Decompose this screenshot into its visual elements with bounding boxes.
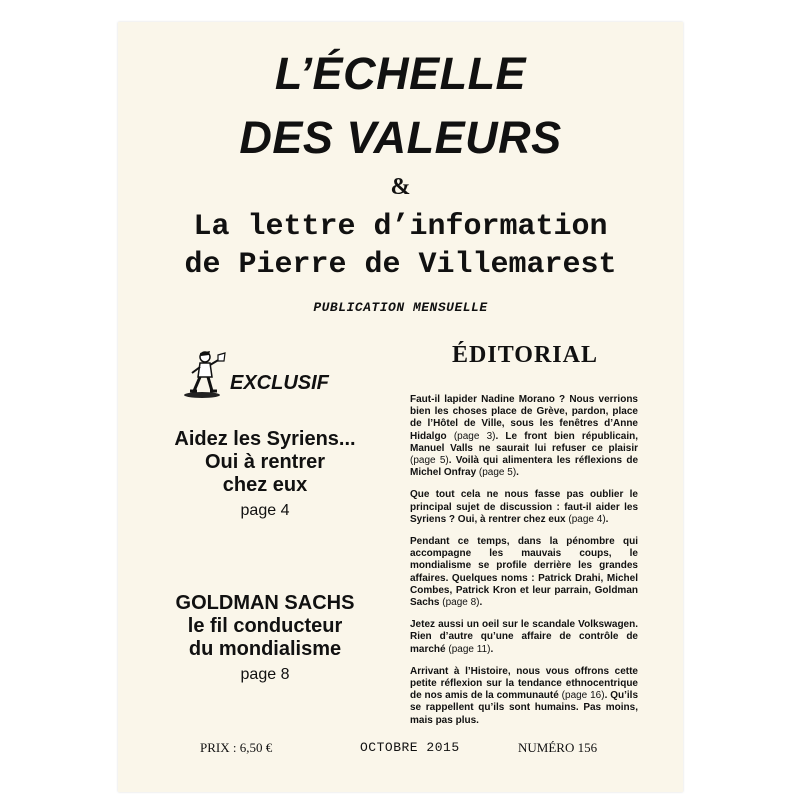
editorial-paragraph — [410, 394, 638, 479]
editorial-text: Arrivant à l’Histoire, nous vous offrons cette petite réflexion sur la tendance ethnocentrique de nos amis de la communauté — [410, 665, 638, 702]
headline-line: le fil conducteur — [187, 615, 343, 637]
editorial-text: . Qu’ils se rappellent qu’ils sont humains. Pas moins, mais pas plus. — [410, 690, 639, 726]
headline-line: du mondialisme — [188, 638, 342, 660]
headline-line: Oui à rentrer — [204, 451, 326, 473]
editorial-body — [410, 394, 638, 737]
editorial-text: Pendant ce temps, dans la pénombre qui accompagne les mauvais coups, le mondialisme se profile derrière les grandes affaires. Quelques noms : Patrick Drahi, Michel Combes, Patrick Kron et leur parrain, Goldman Sachs — [410, 536, 638, 609]
headline-line: Aidez les Syriens... — [174, 428, 356, 450]
subtitle-line1: La lettre d’information — [193, 210, 608, 244]
editorial-heading: ÉDITORIAL — [452, 342, 598, 368]
editorial-paragraph — [410, 536, 638, 609]
editorial-text: Faut-il lapider Nadine Morano ? Nous verrions bien les choses place de Grève, pardon, place de l’Hôtel de Ville, sous les fenêtres d’Anne Hidalgo — [410, 394, 638, 442]
headline-page-ref: page 4 — [240, 502, 290, 519]
headline-block-syriens — [140, 428, 390, 521]
masthead-title-line1: L’ÉCHELLE — [274, 48, 527, 99]
editorial-text: . — [516, 467, 519, 479]
editorial-text: . Voilà qui alimentera les réflexions de Michel Onfray — [410, 455, 639, 479]
editorial-paragraph — [410, 666, 638, 727]
page-reference: (page 3) — [453, 430, 496, 442]
page-reference: (page 8) — [442, 597, 480, 609]
exclusive-label: EXCLUSIF — [230, 372, 329, 394]
newsletter-cover — [118, 22, 683, 792]
masthead-title-line2: DES VALEURS — [239, 112, 562, 163]
page-reference: (page 11) — [448, 643, 491, 655]
page-reference: (page 4) — [568, 513, 606, 525]
subtitle-line2: de Pierre de Villemarest — [184, 248, 617, 282]
price: PRIX : 6,50 € — [200, 740, 273, 755]
issue-date: OCTOBRE 2015 — [360, 740, 460, 755]
page-reference: (page 5) — [410, 455, 449, 467]
masthead-ampersand: & — [390, 174, 411, 200]
town-crier-icon — [178, 347, 228, 399]
page-reference: (page 16) — [561, 690, 605, 702]
editorial-paragraph — [410, 619, 638, 656]
editorial-text: . — [490, 643, 494, 655]
headline-line: chez eux — [222, 474, 308, 496]
headline-line: GOLDMAN SACHS — [175, 592, 355, 614]
editorial-text: Jetez aussi un oeil sur le scandale Volkswagen. Rien d’autre qu’une affaire de contrôle de marché — [410, 619, 638, 655]
editorial-text: . — [479, 597, 483, 609]
publication-frequency: PUBLICATION MENSUELLE — [313, 300, 488, 315]
issue-number: NUMÉRO 156 — [518, 740, 598, 755]
headline-page-ref: page 8 — [240, 666, 290, 683]
editorial-text: Que tout cela ne nous fasse pas oublier le principal sujet de discussion : faut-il aider les Syriens ? Oui, à rentrer chez eux — [410, 489, 638, 525]
page-reference: (page 5) — [478, 467, 517, 479]
editorial-paragraph — [410, 489, 638, 526]
editorial-text: . — [605, 513, 609, 525]
editorial-text: . Le front bien républicain, Manuel Valls ne saurait lui refuser ce plaisir — [410, 430, 638, 454]
headline-block-goldman — [140, 592, 390, 685]
